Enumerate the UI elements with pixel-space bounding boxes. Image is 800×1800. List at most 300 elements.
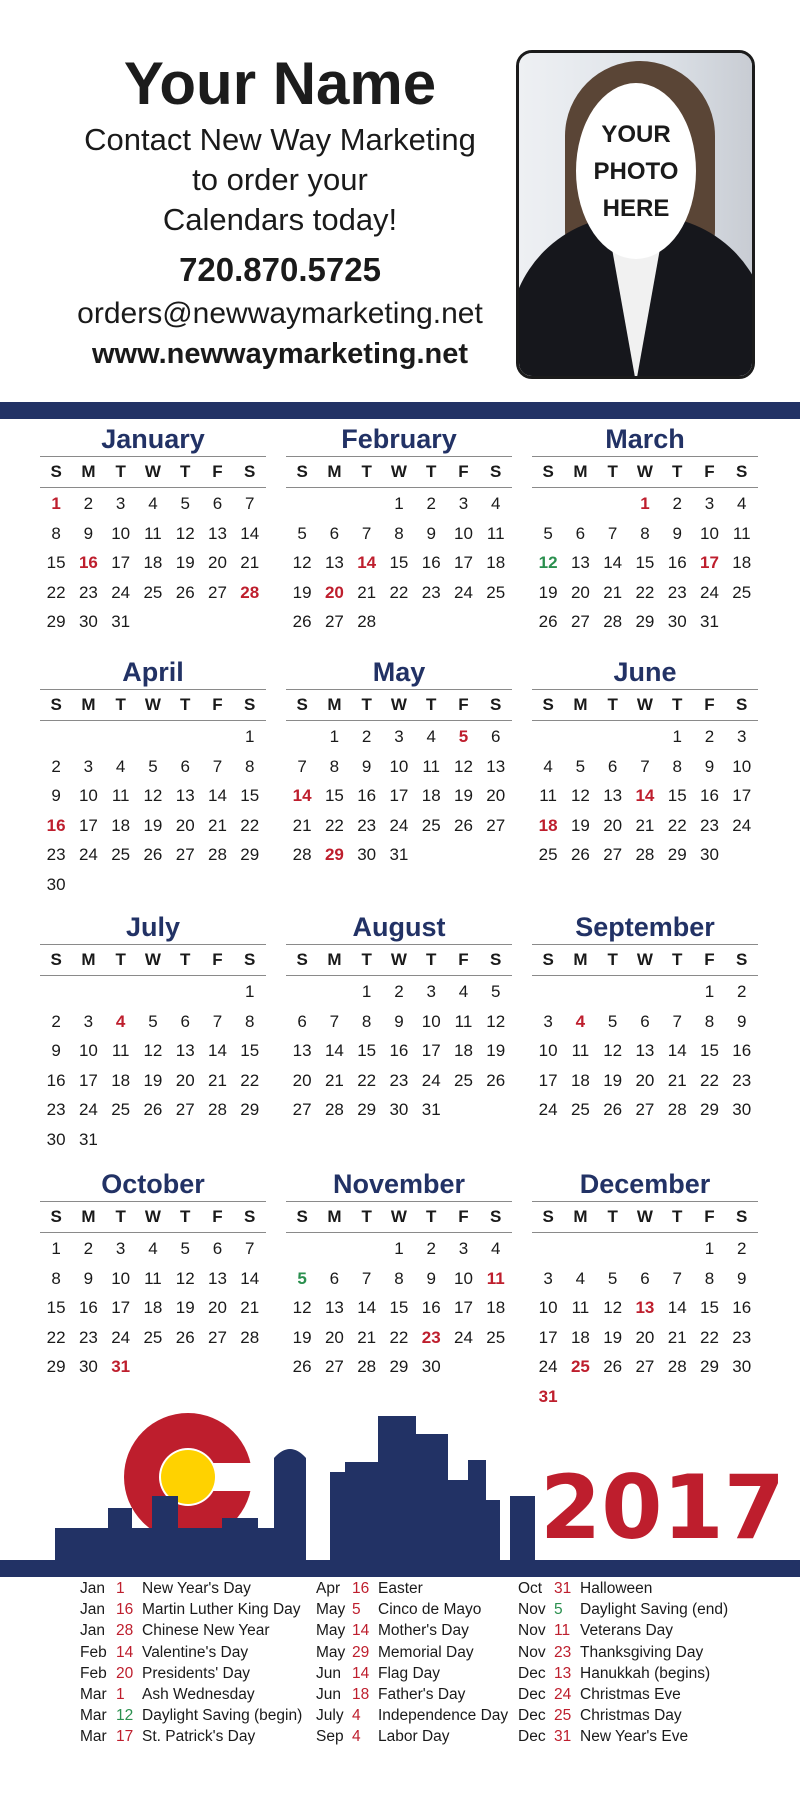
weekday-header: M [81,1207,96,1226]
day-cell: 6 [607,756,618,776]
day-cell: 9 [51,786,61,806]
photo-placeholder-oval [576,83,696,259]
day-cell: 5 [297,523,307,543]
empty-day-cell [532,722,564,752]
holiday-row [518,1599,780,1620]
weekday-header: T [361,950,372,969]
day-cell: 22 [46,1327,66,1347]
holiday-day: 24 [554,1685,572,1703]
day-cell: 13 [603,786,623,806]
weekday-rule [40,975,266,976]
day-cell: 22 [700,1327,719,1347]
empty-day-cell [137,607,169,637]
weekday-header: S [542,462,554,481]
empty-day-cell [480,1352,512,1382]
day-cell: 30 [357,845,377,865]
day-cell: 3 [115,494,126,513]
day-cell: 11 [486,1268,505,1288]
empty-day-cell [169,977,201,1007]
day-cell: 29 [324,845,344,865]
empty-day-cell [286,722,318,752]
empty-day-cell [480,1095,512,1125]
day-cell: 2 [83,1239,94,1258]
weekday-header: S [490,695,502,714]
weekday-header-row [40,1202,266,1232]
holiday-day: 14 [116,1643,134,1661]
day-cell: 21 [357,582,377,602]
weekday-rule [40,720,266,721]
day-cell: 18 [454,1041,473,1061]
day-cell: 17 [454,553,473,573]
day-cell: 26 [143,845,163,865]
holiday-row [518,1642,780,1663]
holiday-day: 17 [116,1728,134,1746]
day-cell: 25 [570,1357,590,1377]
day-cell: 30 [46,874,66,894]
day-cell: 18 [486,553,506,573]
day-cell: 9 [736,1011,747,1031]
day-cell: 18 [143,1298,163,1318]
day-cell: 8 [672,756,682,776]
day-cell: 23 [78,582,98,602]
day-cell: 5 [607,1268,618,1288]
empty-day-cell [169,1352,201,1382]
day-cell: 19 [175,553,195,573]
day-cell: 20 [635,1070,655,1090]
weekday-header: S [736,695,748,714]
email-address: orders@newwaymarketing.net [77,297,483,330]
holiday-column [316,1578,548,1748]
weekday-header-row [286,945,512,975]
week-row [40,1264,266,1294]
day-cell: 21 [240,553,260,573]
day-cell: 21 [667,1327,687,1347]
day-cell: 3 [426,982,436,1001]
week-row [286,840,512,870]
weekday-rule [286,720,512,721]
day-cell: 23 [732,1070,752,1090]
holiday-day: 20 [116,1664,134,1682]
holiday-name: Memorial Day [378,1643,474,1661]
day-cell: 7 [361,1268,372,1288]
day-cell: 24 [700,582,719,602]
day-cell: 26 [175,582,195,602]
empty-day-cell [564,977,596,1007]
empty-day-cell [629,722,661,752]
day-cell: 16 [732,1298,752,1318]
day-cell: 13 [570,553,590,573]
month-december [532,1167,758,1412]
week-row [532,977,758,1007]
day-cell: 19 [143,1070,163,1090]
day-cell: 11 [454,1011,473,1031]
day-cell: 27 [635,1100,655,1120]
empty-day-cell [661,977,693,1007]
day-cell: 6 [212,494,223,513]
day-cell: 4 [115,1011,126,1031]
week-row [286,1323,512,1353]
day-cell: 18 [732,553,752,573]
day-cell: 20 [175,815,195,835]
weekday-header: W [144,462,161,481]
holiday-day: 5 [554,1601,563,1619]
day-cell: 1 [51,494,61,513]
holiday-day: 18 [352,1685,370,1703]
day-cell: 21 [208,815,227,835]
week-row [286,1036,512,1066]
holiday-month: Mar [80,1707,107,1725]
day-cell: 12 [603,1298,623,1318]
day-cell: 15 [46,553,66,573]
holiday-day: 28 [116,1622,134,1640]
weekday-header: T [361,462,372,481]
weekday-header: M [327,695,342,714]
weekday-header: M [573,1207,588,1226]
holiday-row [316,1705,548,1726]
holiday-row [80,1578,312,1599]
week-row [532,1293,758,1323]
day-cell: 16 [700,786,719,806]
weekday-header: M [327,1207,342,1226]
day-cell: 10 [78,1041,98,1061]
holiday-row [80,1684,312,1705]
month-title: March [605,424,685,454]
day-cell: 13 [208,523,227,543]
month-title: November [332,1169,466,1199]
holiday-row [80,1642,312,1663]
week-row [532,578,758,608]
day-cell: 21 [324,1070,344,1090]
holiday-name: Hanukkah (begins) [580,1664,711,1682]
empty-day-cell [234,1125,266,1155]
day-cell: 14 [357,1298,377,1318]
weekday-header: F [458,695,469,714]
empty-day-cell [447,607,479,637]
day-cell: 24 [421,1070,441,1090]
weekday-rule [532,720,758,721]
day-cell: 7 [212,756,223,776]
day-cell: 3 [115,1239,126,1258]
day-cell: 25 [421,815,441,835]
day-cell: 20 [603,815,623,835]
day-cell: 3 [458,1239,469,1258]
weekday-header: W [144,950,161,969]
empty-day-cell [201,607,233,637]
day-cell: 27 [292,1100,312,1120]
week-row [40,781,266,811]
weekday-header: T [115,1207,126,1226]
empty-day-cell [447,1352,479,1382]
day-cell: 27 [603,845,623,865]
day-cell: 17 [78,815,98,835]
empty-day-cell [318,977,350,1007]
weekday-rule [532,1232,758,1233]
day-cell: 25 [486,1327,506,1347]
holiday-month: Nov [518,1601,546,1619]
day-cell: 17 [538,1070,558,1090]
weekday-header: S [736,950,748,969]
contact-line: to order your [192,162,368,197]
day-cell: 1 [244,727,255,746]
week-row [532,1007,758,1037]
month-november [286,1167,512,1382]
day-cell: 1 [244,982,255,1001]
week-row [40,870,266,900]
holiday-month: Feb [80,1664,107,1682]
day-cell: 16 [78,1298,98,1318]
month-title: October [101,1169,205,1199]
day-cell: 22 [389,1327,409,1347]
weekday-header: T [672,462,683,481]
weekday-header: M [573,462,588,481]
week-row [40,1293,266,1323]
day-cell: 17 [732,786,752,806]
day-cell: 6 [329,1268,340,1288]
day-cell: 30 [421,1357,441,1377]
weekday-header: S [50,1207,62,1226]
weekday-header: T [672,950,683,969]
day-cell: 5 [180,494,190,513]
month-title: August [352,912,446,942]
holiday-day: 4 [352,1728,361,1746]
day-cell: 9 [736,1268,747,1288]
empty-day-cell [480,840,512,870]
day-cell: 26 [603,1100,623,1120]
holiday-day: 14 [352,1664,370,1682]
day-cell: 10 [421,1011,441,1031]
day-cell: 7 [672,1011,682,1031]
day-cell: 18 [143,553,163,573]
day-cell: 7 [672,1268,682,1288]
week-row [286,578,512,608]
week-row [40,840,266,870]
day-cell: 14 [667,1041,687,1061]
day-cell: 10 [454,1268,473,1288]
holiday-month: May [316,1643,346,1661]
empty-day-cell [286,977,318,1007]
week-row [40,1352,266,1382]
week-row [40,578,266,608]
day-cell: 18 [538,815,558,835]
weekday-header: F [212,462,223,481]
weekday-header: M [81,950,96,969]
day-cell: 14 [292,786,312,806]
day-cell: 6 [640,1011,650,1031]
week-row [40,1095,266,1125]
empty-day-cell [597,489,629,519]
holiday-month: Dec [518,1664,546,1682]
day-cell: 6 [212,1239,223,1258]
day-cell: 31 [78,1129,98,1149]
day-cell: 23 [46,845,66,865]
day-cell: 27 [486,815,506,835]
day-cell: 28 [292,845,312,865]
day-cell: 8 [51,1268,61,1288]
day-cell: 27 [208,582,227,602]
month-august [286,910,512,1125]
empty-day-cell [447,1095,479,1125]
day-cell: 26 [292,1357,312,1377]
day-cell: 28 [208,1100,227,1120]
day-cell: 4 [490,494,501,513]
day-cell: 2 [51,1011,61,1031]
day-cell: 23 [700,815,719,835]
day-cell: 22 [357,1070,377,1090]
day-cell: 21 [208,1070,227,1090]
empty-day-cell [169,1125,201,1155]
holiday-name: Christmas Day [580,1707,682,1725]
holiday-row [518,1620,780,1641]
empty-day-cell [597,1234,629,1264]
empty-day-cell [105,1125,137,1155]
day-cell: 24 [78,1100,98,1120]
day-cell: 29 [46,1357,66,1377]
week-row [40,752,266,782]
day-cell: 25 [538,845,558,865]
week-row [532,752,758,782]
day-cell: 17 [111,1298,131,1318]
day-cell: 22 [240,815,260,835]
day-cell: 12 [143,1041,163,1061]
holiday-column [80,1578,312,1748]
weekday-header: T [180,950,191,969]
week-row [40,489,266,519]
week-row [40,722,266,752]
day-cell: 15 [635,553,655,573]
weekday-header: F [704,695,715,714]
day-cell: 2 [704,727,715,746]
weekday-header: S [50,695,62,714]
empty-day-cell [597,977,629,1007]
day-cell: 15 [700,1041,719,1061]
photo-placeholder-text: YOUR PHOTO HERE [593,120,679,222]
holiday-name: Daylight Saving (begin) [142,1707,303,1725]
weekday-header: S [296,1207,308,1226]
weekday-header-row [40,945,266,975]
day-cell: 26 [570,845,590,865]
day-cell: 24 [111,582,131,602]
day-cell: 19 [603,1070,623,1090]
empty-day-cell [201,1125,233,1155]
day-cell: 28 [240,582,260,602]
week-row [40,977,266,1007]
day-cell: 12 [570,786,590,806]
day-cell: 4 [458,982,469,1001]
weekday-header: S [542,695,554,714]
week-row [286,1234,512,1264]
day-cell: 20 [324,1327,344,1347]
day-cell: 21 [357,1327,377,1347]
bottom-divider-band [0,1560,800,1577]
day-cell: 5 [297,1268,307,1288]
day-cell: 13 [324,1298,344,1318]
day-cell: 11 [422,756,441,776]
day-cell: 12 [175,523,195,543]
day-cell: 13 [175,1041,195,1061]
weekday-header: W [144,695,161,714]
day-cell: 23 [667,582,687,602]
day-cell: 7 [212,1011,223,1031]
weekday-rule [40,487,266,488]
weekday-header: T [115,695,126,714]
holiday-day: 1 [116,1685,125,1703]
weekday-header: S [244,1207,256,1226]
day-cell: 28 [357,1357,377,1377]
day-cell: 18 [570,1327,590,1347]
holiday-column [518,1578,780,1748]
weekday-header: T [115,462,126,481]
day-cell: 27 [208,1327,227,1347]
week-row [286,548,512,578]
day-cell: 10 [454,523,473,543]
day-cell: 6 [490,727,501,746]
day-cell: 6 [180,1011,190,1031]
day-cell: 23 [421,582,441,602]
holiday-day: 11 [554,1622,571,1640]
day-cell: 19 [538,582,558,602]
day-cell: 23 [357,815,377,835]
day-cell: 17 [454,1298,473,1318]
day-cell: 16 [78,553,98,573]
day-cell: 27 [324,612,344,632]
weekday-header: W [390,462,407,481]
day-cell: 28 [667,1357,687,1377]
holiday-row [518,1663,780,1684]
empty-day-cell [137,1125,169,1155]
weekday-header: S [490,950,502,969]
weekday-header: S [296,950,308,969]
day-cell: 30 [389,1100,409,1120]
day-cell: 30 [700,845,719,865]
day-cell: 16 [46,1070,66,1090]
day-cell: 20 [208,1298,227,1318]
day-cell: 14 [240,523,260,543]
day-cell: 15 [389,553,409,573]
day-cell: 6 [180,756,190,776]
weekday-header: F [458,950,469,969]
weekday-header: T [426,950,437,969]
weekday-header: T [607,1207,618,1226]
day-cell: 24 [454,1327,473,1347]
day-cell: 6 [640,1268,650,1288]
empty-day-cell [72,870,104,900]
holiday-month: Jan [80,1622,105,1640]
day-cell: 13 [292,1041,312,1061]
week-row [286,977,512,1007]
holiday-name: Ash Wednesday [142,1685,255,1703]
weekday-header-row [40,690,266,720]
day-cell: 28 [667,1100,687,1120]
day-cell: 22 [635,582,655,602]
holiday-row [316,1684,548,1705]
day-cell: 12 [175,1268,195,1288]
weekday-header: W [636,462,653,481]
day-cell: 19 [143,815,163,835]
weekday-header: S [50,462,62,481]
empty-day-cell [72,977,104,1007]
weekday-rule [286,487,512,488]
day-cell: 12 [292,1298,312,1318]
week-row [286,811,512,841]
day-cell: 4 [575,1268,586,1288]
day-cell: 20 [208,553,227,573]
weekday-header-row [532,457,758,487]
holiday-day: 1 [116,1580,125,1597]
holiday-row [316,1578,548,1599]
day-cell: 15 [324,786,344,806]
month-title: May [372,657,426,687]
weekday-header: F [458,1207,469,1226]
